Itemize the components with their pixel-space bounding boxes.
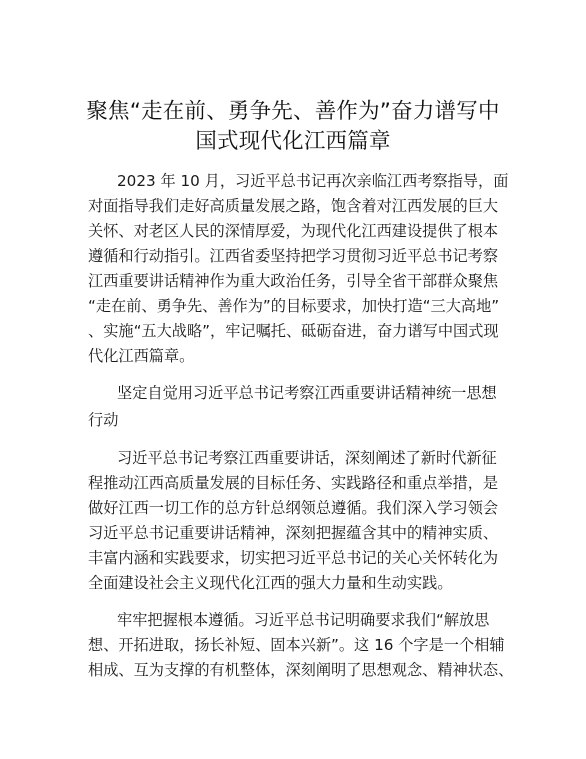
paragraph-1-line-2: 对面指导我们走好高质量发展之路，饱含着对江西发展的巨大 — [88, 197, 499, 215]
paragraph-3-line-3: 做好江西一切工作的总方针总纲领总遵循。我们深入学习领会 — [88, 499, 499, 517]
paragraph-3-line-6: 全面建设社会主义现代化江西的强大力量和生动实践。 — [88, 574, 453, 592]
paragraph-4-line-3: 相成、互为支撑的有机整体，深刻阐明了思想观念、精神状态、 — [88, 661, 514, 679]
paragraph-1-line-8: 代化江西篇章。 — [88, 347, 195, 365]
paragraph-4-line-2: 想、开拓进取，扬长补短、固本兴新”。这 16 个字是一个相辅 — [88, 636, 505, 654]
paragraph-3-line-2: 程推动江西高质量发展的目标任务、实践路径和重点举措，是 — [88, 474, 499, 492]
paragraph-1-line-4: 遵循和行动指引。江西省委坚持把学习贯彻习近平总书记考察 — [88, 247, 499, 265]
paragraph-3-line-5: 丰富内涵和实践要求，切实把习近平总书记的关心关怀转化为 — [88, 549, 499, 567]
document-title-line-2: 国式现代化江西篇章 — [195, 129, 391, 154]
section-heading-line-1: 坚定自觉用习近平总书记考察江西重要讲话精神统一思想 — [117, 384, 497, 402]
paragraph-3-line-1: 习近平总书记考察江西重要讲话，深刻阐述了新时代新征 — [117, 449, 497, 467]
paragraph-1-line-3: 关怀、对老区人民的深情厚爱，为现代化江西建设提供了根本 — [88, 222, 499, 240]
paragraph-1-line-7: 、实施“五大战略”，牢记嘱托、砥砺奋进，奋力谱写中国式现 — [88, 322, 499, 340]
paragraph-4-line-1: 牢牢把握根本遵循。习近平总书记明确要求我们“解放思 — [117, 611, 490, 629]
paragraph-1-line-5: 江西重要讲话精神作为重大政治任务，引导全省干部群众聚焦 — [88, 272, 499, 290]
paragraph-1-line-1: 2023 年 10 月，习近平总书记再次亲临江西考察指导，面 — [117, 172, 509, 190]
document-title-line-1: 聚焦“走在前、勇争先、善作为”奋力谱写中 — [86, 99, 500, 124]
section-heading-line-2: 行动 — [88, 411, 119, 429]
paragraph-3-line-4: 习近平总书记重要讲话精神，深刻把握蕴含其中的精神实质、 — [88, 524, 499, 542]
paragraph-1-line-6: “走在前、勇争先、善作为”的目标要求，加快打造“三大高地” — [88, 297, 500, 315]
